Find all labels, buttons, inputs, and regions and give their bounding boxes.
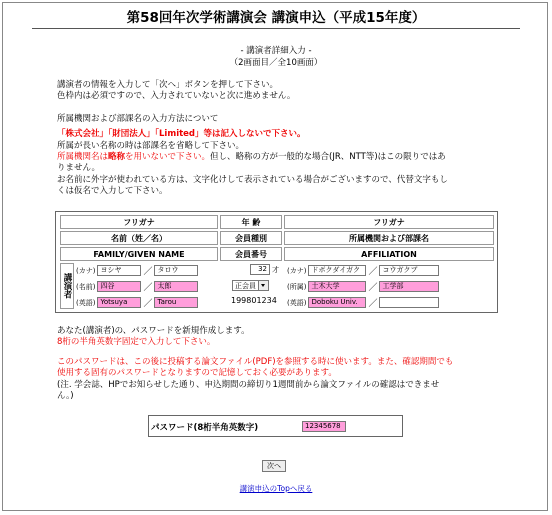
member-no-row bbox=[231, 296, 277, 305]
password-warning: このパスワードは、この後に投稿する論文ファイル(PDF)を参照する時に使います。また、確認期間でも bbox=[57, 357, 454, 367]
affil-warning: 「株式会社」「財団法人」「Limited」等は記入しないで下さい。 bbox=[57, 129, 306, 139]
affil-kana-row bbox=[287, 264, 439, 277]
speaker-table bbox=[55, 211, 498, 313]
name-family-input[interactable]: 四谷 bbox=[97, 281, 141, 292]
name-given-input[interactable]: 太郎 bbox=[154, 281, 198, 292]
gaiji-note: お名前に外字が使われている方は、文字化けして表示されている場合がございますので、代替文字もし bbox=[57, 175, 448, 185]
slash-separator: ／ bbox=[368, 267, 378, 277]
kana-family-input[interactable]: ヨシヤ bbox=[97, 265, 141, 276]
affil-dept-input[interactable]: 工学部 bbox=[379, 281, 439, 292]
affil-heading: 所属機関および部課名の入力方法について bbox=[57, 114, 219, 124]
slash-separator: ／ bbox=[368, 299, 378, 309]
header-affiliation: AFFILIATION bbox=[284, 247, 494, 261]
password-intro: あなた(講演者)の、パスワードを新規作成します。 bbox=[57, 326, 250, 336]
instruction-line: 色枠内は必須ですので、入力されていないと次に進めません。 bbox=[57, 91, 296, 101]
header-member-no: 会員番号 bbox=[220, 247, 282, 261]
affil-name-label: (所属) bbox=[287, 282, 307, 291]
header-affil-jp: 所属機関および部課名 bbox=[284, 231, 494, 245]
affil-abbr-exception: 但し、略称の方が一般的な場合(JR、NTT等)はこの限りではあ bbox=[210, 152, 446, 162]
gaiji-note: くは仮名で入力して下さい。 bbox=[57, 186, 168, 196]
speaker-side-label: 講演者 bbox=[62, 273, 72, 299]
english-family-input[interactable]: Yotsuya bbox=[97, 297, 141, 308]
affil-org-input[interactable]: 土木大学 bbox=[308, 281, 366, 292]
age-input[interactable]: 32 bbox=[250, 264, 270, 275]
header-member-type: 会員種別 bbox=[220, 231, 282, 245]
slash-separator: ／ bbox=[143, 299, 153, 309]
slash-separator: ／ bbox=[368, 283, 378, 293]
password-input[interactable]: 12345678 bbox=[302, 421, 346, 432]
page-subtitle: - 講演者詳細入力 - bbox=[240, 46, 312, 56]
name-label: (名前) bbox=[76, 282, 96, 291]
affil-abbr-bold: 略称 bbox=[108, 152, 126, 162]
affil-kana-dept-input[interactable]: コウガクブ bbox=[379, 265, 439, 276]
back-to-top-link bbox=[0, 483, 552, 494]
chevron-down-icon[interactable] bbox=[258, 281, 268, 290]
age-unit: 才 bbox=[272, 265, 279, 274]
affil-name-row bbox=[287, 280, 439, 293]
english-label: (英語) bbox=[76, 298, 96, 307]
member-type-row bbox=[232, 280, 269, 291]
affil-english-org-input[interactable]: Doboku Univ. bbox=[308, 297, 366, 308]
slash-separator: ／ bbox=[143, 267, 153, 277]
page-title: 第58回年次学術講演会 講演申込（平成15年度） bbox=[126, 10, 426, 26]
name-row bbox=[76, 280, 198, 293]
affil-abbr-red: を用いないで下さい。 bbox=[125, 152, 211, 162]
password-note: ん。) bbox=[57, 391, 74, 401]
password-label: パスワード(8桁半角英数字) bbox=[151, 423, 259, 433]
affil-abbr-red: 所属機関名は bbox=[57, 152, 109, 162]
affil-abbr-note bbox=[57, 152, 446, 163]
age-row bbox=[250, 264, 281, 275]
kana-row bbox=[76, 264, 198, 277]
member-type-value: 正会員 bbox=[235, 281, 256, 290]
speaker-side-label-cell bbox=[60, 263, 74, 309]
title-divider bbox=[32, 28, 520, 29]
header-furigana: フリガナ bbox=[60, 215, 218, 229]
member-type-select[interactable] bbox=[232, 280, 269, 291]
password-rule: 8桁の半角英数字固定で入力して下さい。 bbox=[57, 337, 216, 347]
instruction-line: 講演者の情報を入力して「次へ」ボタンを押して下さい。 bbox=[57, 80, 279, 90]
slash-separator: ／ bbox=[143, 283, 153, 293]
header-furigana-affil: フリガナ bbox=[284, 215, 494, 229]
page-indicator: （2画面目／全10画面） bbox=[229, 58, 323, 68]
affil-english-row bbox=[287, 296, 439, 309]
english-row bbox=[76, 296, 198, 309]
affil-abbr-cont: りません。 bbox=[57, 163, 101, 173]
affil-english-dept-input[interactable] bbox=[379, 297, 439, 308]
password-note: (注. 学会誌、HPでお知らせした通り、申込期間の締切り1週間前から論文ファイルの確認はできませ bbox=[57, 380, 440, 390]
affil-english-label: (英語) bbox=[287, 298, 307, 307]
header-name-jp: 名前（姓／名） bbox=[60, 231, 218, 245]
kana-label: (カナ) bbox=[76, 266, 96, 275]
english-given-input[interactable]: Tarou bbox=[154, 297, 198, 308]
member-no-value: 199801234 bbox=[231, 296, 277, 305]
header-name-en: FAMILY/GIVEN NAME bbox=[60, 247, 218, 261]
password-warning: 使用する固有のパスワードとなりますので記憶しておく必要があります。 bbox=[57, 368, 337, 378]
next-button[interactable]: 次へ bbox=[262, 460, 286, 472]
back-to-top-link-text[interactable]: 講演申込のTopへ戻る bbox=[239, 484, 313, 493]
affil-long-note: 所属が長い名称の時は部課名を省略して下さい。 bbox=[57, 141, 245, 151]
kana-given-input[interactable]: タロウ bbox=[154, 265, 198, 276]
affil-kana-label: (カナ) bbox=[287, 266, 307, 275]
header-age: 年 齢 bbox=[220, 215, 282, 229]
affil-kana-org-input[interactable]: ドボクダイガク bbox=[308, 265, 366, 276]
